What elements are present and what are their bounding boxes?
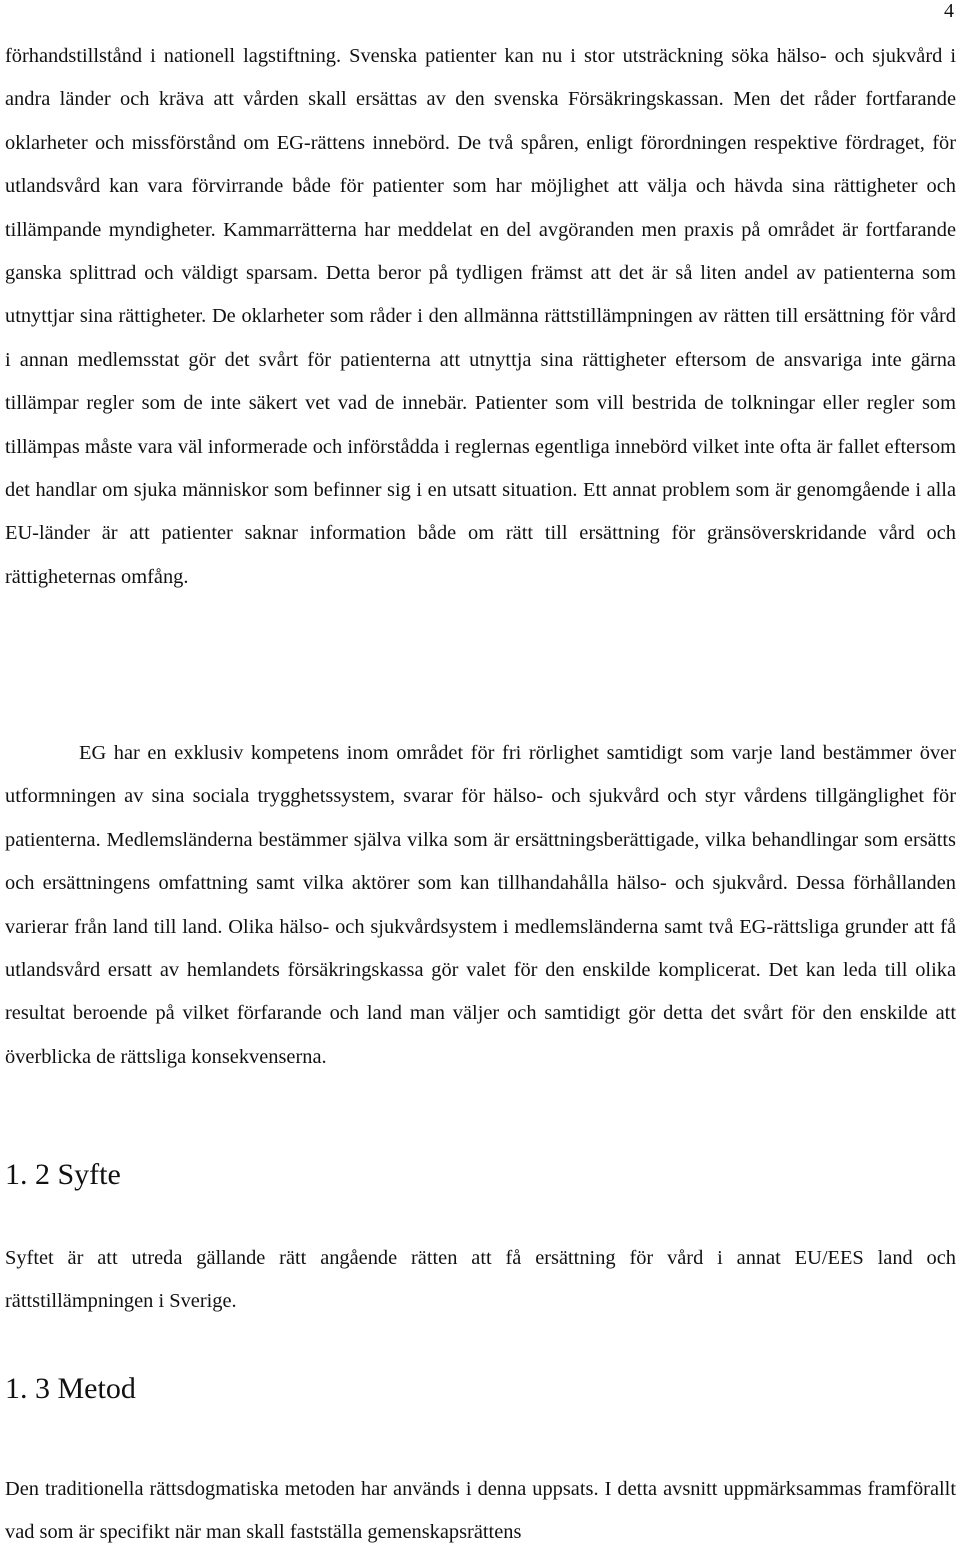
- section-text-metod: Den traditionella rättsdogmatiska metoden har används i denna uppsats. I detta avsnitt uppmärksammas framförallt vad som är specifikt när man skall fastställa gemenskapsrättens: [5, 1478, 956, 1544]
- section-heading-syfte: 1. 2 Syfte: [5, 1158, 121, 1191]
- section-text-syfte: Syftet är att utreda gällande rätt angående rätten att få ersättning för vård i annat EU/EES land och rättstillämpningen i Sverige.: [5, 1247, 956, 1313]
- body-paragraph-2: EG har en exklusiv kompetens inom området för fri rörlighet samtidigt som varje land bestämmer över utformningen av sina sociala trygghetssystem, svarar för hälso- och sjukvård och styr vårdens tillgänglighet för patienterna. Medlemsländerna bestämmer själva vilka som är ersättningsberättigade, vilka behandlingar som ersätts och ersättningens omfattning samt vilka aktörer som kan tillhandahålla hälso- och sjukvård. Dessa förhållanden varierar från land till land. Olika hälso- och sjukvårdsystem i medlemsländerna samt två EG-rättsliga grunder att få utlandsvård ersatt av hemlandets försäkringskassa gör valet för den enskilde komplicerat. Det kan leda till olika resultat beroende på vilket förfarande och land man väljer och samtidigt gör detta det svårt för den enskilde att överblicka de rättsliga konsekvenserna.: [5, 742, 956, 1068]
- section-heading-metod: 1. 3 Metod: [5, 1372, 136, 1405]
- page-number: 4: [944, 0, 954, 22]
- body-paragraph-1: förhandstillstånd i nationell lagstiftning. Svenska patienter kan nu i stor utsträckning söka hälso- och sjukvård i andra länder och kräva att vården skall ersättas av den svenska Försäkringskassan. Men det råder fortfarande oklarheter och missförstånd om EG-rättens innebörd. De två spåren, enligt förordningen respektive fördraget, för utlandsvård kan vara förvirrande både för patienter som har möjlighet att välja och hävda sina rättigheter och tillämpande myndigheter. Kammarrätterna har meddelat en del avgöranden men praxis på området är fortfarande ganska splittrad och väldigt sparsam. Detta beror på tydligen främst att det är så liten andel av patienterna som utnyttjar sina rättigheter. De oklarheter som råder i den allmänna rättstillämpningen av rätten till ersättning för vård i annan medlemsstat gör det svårt för patienterna att utnyttja sina rättigheter eftersom de ansvariga inte gärna tillämpar regler som de inte säkert vet vad de innebär. Patienter som vill bestrida de tolkningar eller regler som tillämpas måste vara väl informerade och införstådda i reglernas egentliga innebörd vilket inte ofta är fallet eftersom det handlar om sjuka människor som befinner sig i en utsatt situation. Ett annat problem som är genomgående i alla EU-länder är att patienter saknar information både om rätt till ersättning för gränsöverskridande vård och rättigheternas omfång.: [5, 45, 956, 588]
